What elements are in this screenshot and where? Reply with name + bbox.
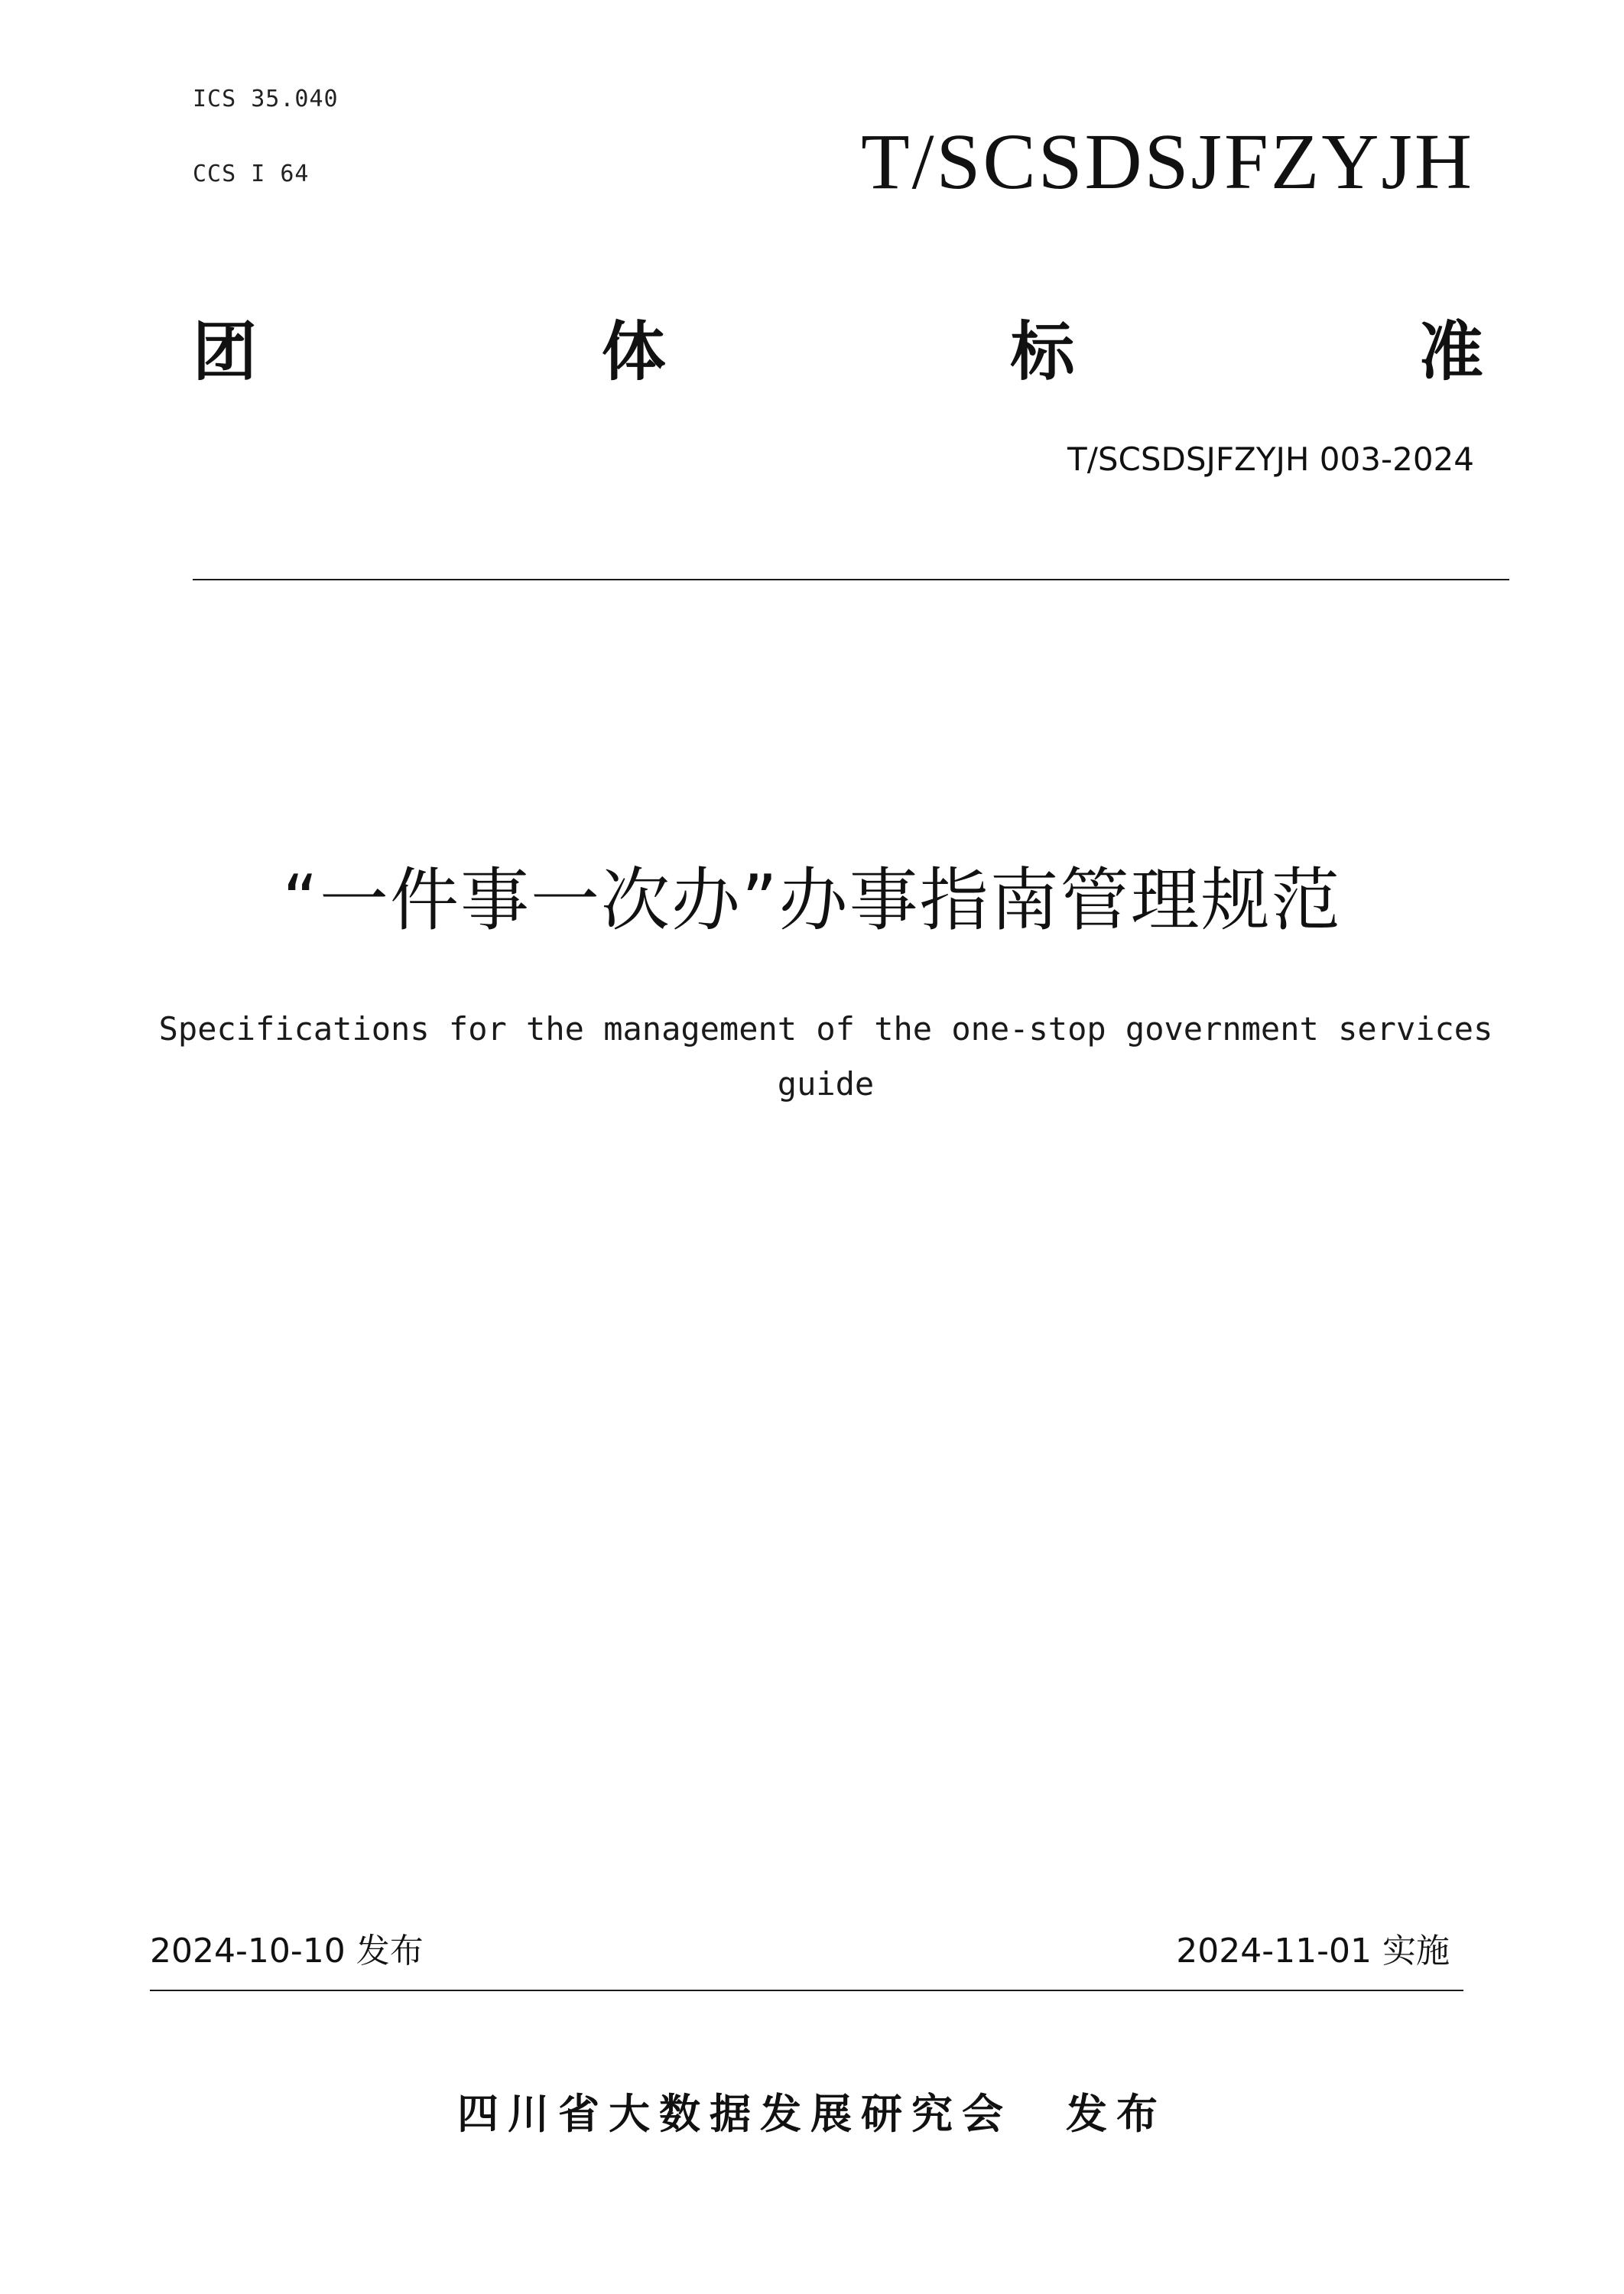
publisher-action: 发布 [1066, 2090, 1167, 2138]
issue-date: 2024-10-10 发布 [150, 1932, 424, 1971]
standard-type-char: 体 [601, 314, 666, 389]
standard-number: T/SCSDSJFZYJH 003-2024 [1067, 440, 1474, 478]
header-divider [193, 579, 1509, 580]
standard-type-heading [193, 314, 1483, 389]
standard-type-char: 准 [1418, 314, 1483, 389]
standard-type-char: 团 [193, 314, 258, 389]
publisher-name: 四川省大数据发展研究会 [457, 2090, 1012, 2138]
document-title-en: Specifications for the management of the one-stop government services guide [158, 1010, 1493, 1103]
document-title-zh: “一件事一次办”办事指南管理规范 [282, 860, 1342, 941]
implementation-date: 2024-11-01 实施 [1176, 1932, 1450, 1971]
ics-code: ICS 35.040 [193, 86, 339, 112]
standard-org-code: T/SCSDSJFZYJH [861, 118, 1474, 206]
footer-divider [150, 1990, 1463, 1991]
ccs-code: CCS I 64 [193, 161, 310, 187]
standard-type-char: 标 [1010, 314, 1075, 389]
publisher-line [0, 2090, 1624, 2138]
